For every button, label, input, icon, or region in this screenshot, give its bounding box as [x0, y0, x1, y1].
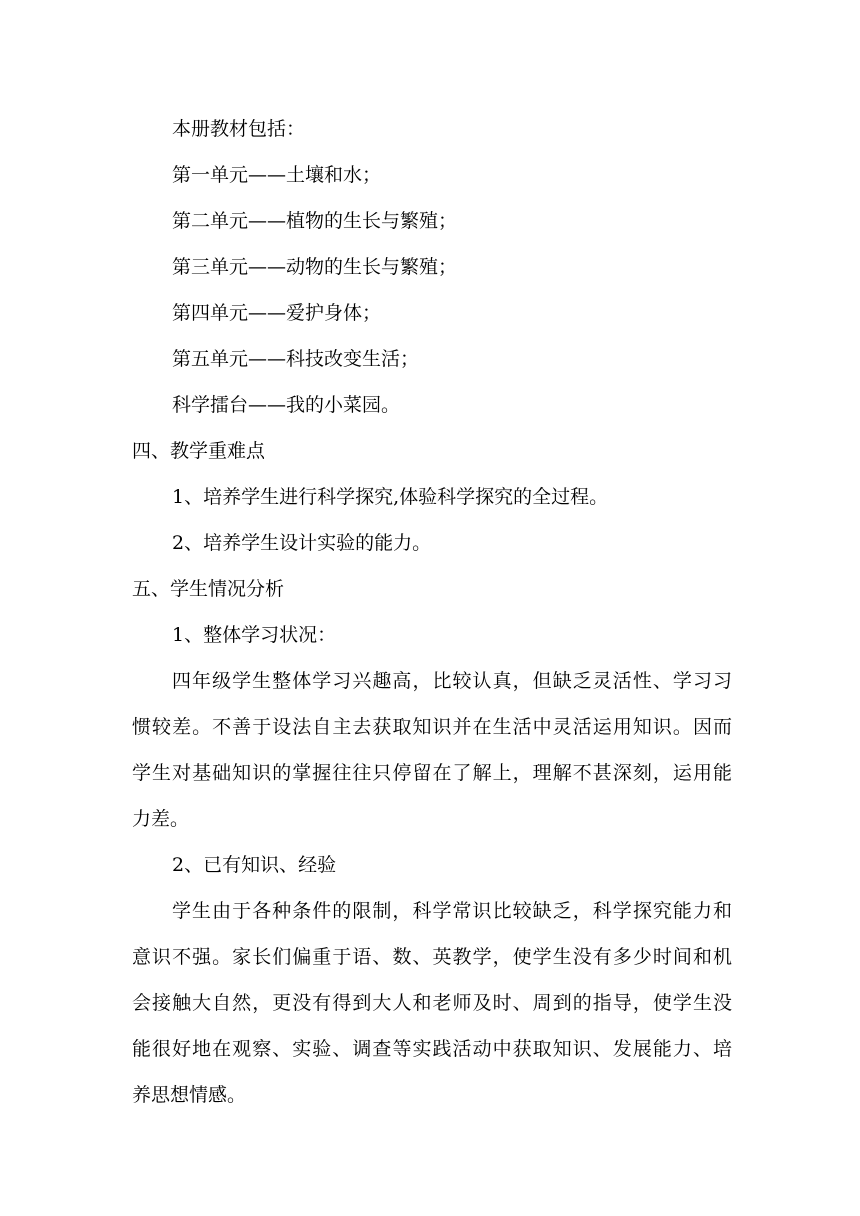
subsection-title: 2、已有知识、经验 — [172, 854, 337, 876]
unit-line: 第五单元——科技改变生活； — [172, 348, 420, 370]
paragraph-line: 学生由于各种条件的限制，科学常识比较缺乏，科学探究能力和 — [172, 900, 732, 922]
unit-line: 第一单元——土壤和水； — [172, 164, 382, 186]
paragraph-line: 养思想情感。 — [132, 1084, 247, 1106]
section-heading: 五、学生情况分析 — [132, 578, 285, 600]
section-heading: 四、教学重难点 — [132, 440, 266, 462]
paragraph-line: 能很好地在观察、实验、调查等实践活动中获取知识、发展能力、培 — [132, 1038, 732, 1060]
key-point-item: 2、培养学生设计实验的能力。 — [172, 532, 432, 554]
unit-line: 科学擂台——我的小菜园。 — [172, 394, 401, 416]
paragraph-line: 意识不强。家长们偏重于语、数、英教学，使学生没有多少时间和机 — [132, 946, 732, 968]
paragraph-line: 学生对基础知识的掌握往往只停留在了解上，理解不甚深刻，运用能 — [132, 762, 732, 784]
unit-line: 第三单元——动物的生长与繁殖； — [172, 256, 458, 278]
unit-line: 第二单元——植物的生长与繁殖； — [172, 210, 458, 232]
paragraph-line: 力差。 — [132, 808, 190, 830]
unit-line: 第四单元——爱护身体； — [172, 302, 382, 324]
paragraph-line: 惯较差。不善于设法自主去获取知识并在生活中灵活运用知识。因而 — [132, 716, 732, 738]
paragraph-line: 会接触大自然，更没有得到大人和老师及时、周到的指导，使学生没 — [132, 992, 732, 1014]
materials-intro: 本册教材包括： — [172, 118, 306, 140]
paragraph-line: 四年级学生整体学习兴趣高，比较认真，但缺乏灵活性、学习习 — [172, 670, 732, 692]
subsection-title: 1、整体学习状况： — [172, 624, 337, 646]
key-point-item: 1、培养学生进行科学探究,体验科学探究的全过程。 — [172, 486, 609, 508]
